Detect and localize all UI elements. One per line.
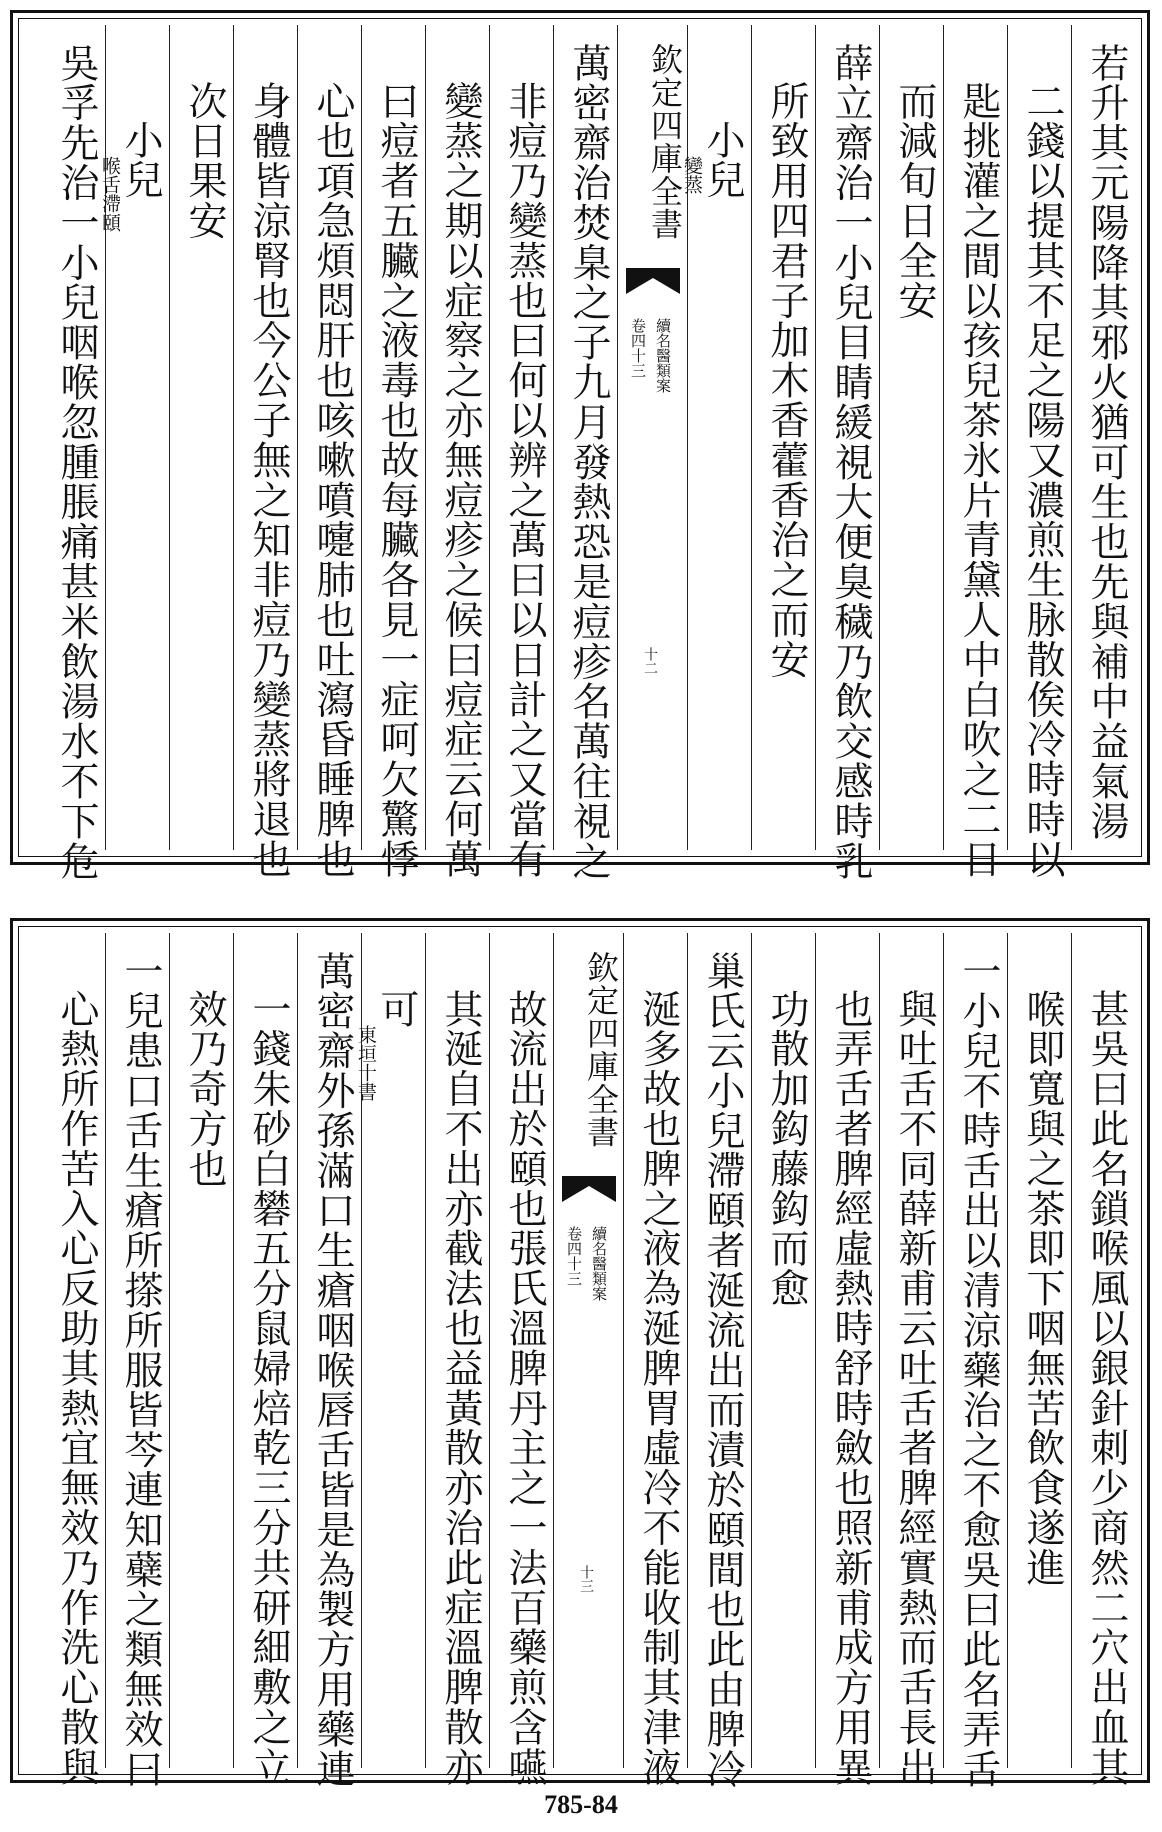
- fishtail-mark-icon: [626, 268, 680, 294]
- text-column: 也弄舌者脾經虛熱時舒時斂也照新甫成方用異: [815, 933, 879, 1768]
- folio-number: 十二: [642, 647, 658, 675]
- spine-meta: [628, 318, 674, 393]
- spine-column: [617, 25, 687, 850]
- text-column: 心熱所作苦入心反助其熱宜無效乃作洗心散與: [54, 989, 99, 1787]
- source-citation-column: 可 東垣十書: [361, 933, 425, 1768]
- spine-volume-title: 續名醫類案: [590, 1226, 608, 1301]
- fishtail-mark-icon: [562, 1176, 616, 1202]
- text-column: 心也項急煩悶肝也咳嗽噴嚏肺也吐瀉昏睡脾也: [297, 25, 361, 850]
- section-heading-note: 喉舌滯頤: [99, 156, 121, 232]
- text-column: 萬密齋外孫滿口生瘡咽喉唇舌皆是為製方用藥連: [297, 933, 361, 1768]
- text-column: 曰痘者五臟之液毒也故每臟各見一症呵欠驚悸: [361, 25, 425, 850]
- text-column: 次日果安: [169, 25, 233, 850]
- text-column: 萬密齋治焚臬之子九月發熱恐是痘疹名萬往視之: [553, 25, 617, 850]
- text-column: 非痘乃變蒸也曰何以辨之萬曰以日計之又當有: [489, 25, 553, 850]
- section-heading-column: 小兒 變蒸: [687, 25, 751, 850]
- text-column: 故流出於頤也張氏溫脾丹主之一法百藥煎含嚥: [489, 933, 553, 1768]
- text-column: 匙挑灌之間以孩兒茶氷片青黛人中白吹之二日: [943, 25, 1007, 850]
- text-column: 一錢朱砂白礬五分鼠婦焙乾三分共研細敷之立: [233, 933, 297, 1768]
- upper-page-frame: [10, 10, 1150, 881]
- text-column: 所致用四君子加木香藿香治之而安: [751, 25, 815, 850]
- spine-volume-title: 續名醫類案: [654, 318, 672, 393]
- text-column: 其涎自不出亦截法也益黃散亦治此症溫脾散亦: [425, 933, 489, 1768]
- text-column: 效乃奇方也: [169, 933, 233, 1768]
- folio-number: 十三: [578, 1565, 594, 1593]
- text-column: 喉即寬與之茶即下咽無苦飲食遂進: [1007, 933, 1071, 1768]
- page-number: 785-84: [544, 1790, 618, 1819]
- text-column: 薛立齋治一小兒目睛緩視大便臭穢乃飲交感時乳: [815, 25, 879, 850]
- text-column: 巢氏云小兒滯頤者涎流出而漬於頤間也此由脾冷: [687, 933, 751, 1768]
- spine-chapter: 卷四十三: [565, 1226, 583, 1286]
- section-heading-column: 小兒 喉舌滯頤: [105, 25, 169, 850]
- text-column: 一兒患口舌生瘡所搽所服皆芩連知蘗之類無效曰: [105, 933, 169, 1768]
- text-column: 吳孚先治一小兒咽喉忽腫脹痛甚米飲湯水不下危: [54, 43, 99, 881]
- spine-column: [553, 933, 623, 1768]
- text-column: 功散加鈎藤鈎而愈: [751, 933, 815, 1768]
- source-citation-note: 東垣十書: [355, 1025, 377, 1101]
- text-column: 一小兒不時舌出以清涼藥治之不愈吳曰此名弄舌: [943, 933, 1007, 1768]
- text-column: 身體皆涼腎也今公子無之知非痘乃變蒸將退也: [233, 25, 297, 850]
- text-column: 變蒸之期以症察之亦無痘疹之候曰痘症云何萬: [425, 25, 489, 850]
- section-heading-note: 變蒸: [681, 156, 703, 194]
- text-column: 與吐舌不同薛新甫云吐舌者脾經實熱而舌長出: [879, 933, 943, 1768]
- spine-meta: [564, 1226, 610, 1301]
- text-column: 若升其元陽降其邪火猶可生也先與補中益氣湯: [1071, 25, 1135, 850]
- book-title: 欽定四庫全書: [646, 43, 684, 241]
- text-column: 而減旬日全安: [879, 25, 943, 850]
- book-title: 欽定四庫全書: [582, 951, 620, 1149]
- lower-page-frame: [10, 918, 1150, 1789]
- text-column: 二錢以提其不足之陽又濃煎生脉散俟冷時時以: [1007, 25, 1071, 850]
- text-column: 涎多故也脾之液為涎脾胃虛冷不能收制其津液: [623, 933, 687, 1768]
- spine-chapter: 卷四十三: [629, 318, 647, 378]
- text-column: 甚吳曰此名鎖喉風以銀針刺少商然二穴出血其: [1071, 933, 1135, 1768]
